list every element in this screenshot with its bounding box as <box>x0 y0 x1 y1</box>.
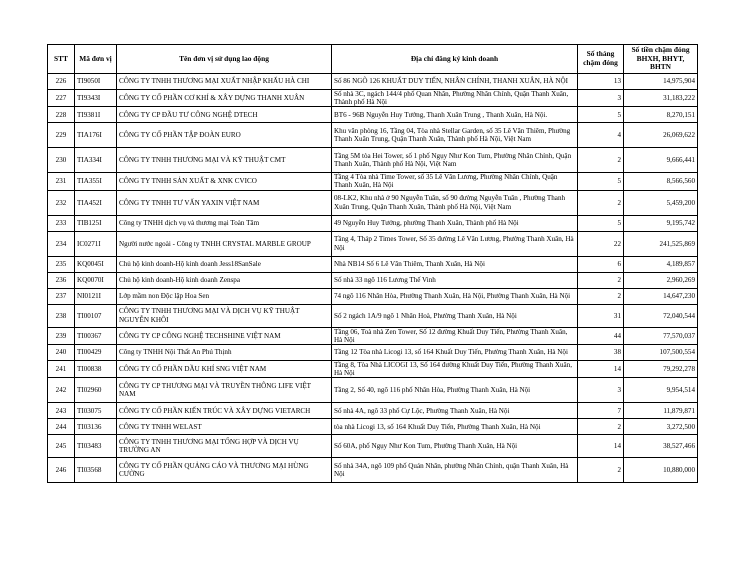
header-months-line1: Số tháng <box>586 49 615 59</box>
cell-stt: 240 <box>48 344 75 360</box>
cell-amount: 241,525,869 <box>624 231 698 256</box>
cell-amount: 79,292,278 <box>624 360 698 377</box>
cell-months: 5 <box>578 107 624 123</box>
cell-name: CÔNG TY TNHH THƯƠNG MẠI VÀ DỊCH VỤ KỸ THUẬT NGUYỄN KHÔI <box>117 304 332 327</box>
cell-months: 2 <box>578 148 624 173</box>
cell-months: 6 <box>578 256 624 272</box>
table-row <box>48 107 698 123</box>
cell-months: 3 <box>578 378 624 403</box>
cell-stt: 231 <box>48 173 75 190</box>
header-stt: STT <box>48 45 75 74</box>
cell-name: Chủ hộ kinh doanh-Hộ kinh doanh Jess18SanSale <box>117 256 332 272</box>
cell-name: CÔNG TY CỔ PHẦN DẦU KHÍ SNG VIỆT NAM <box>117 360 332 377</box>
cell-stt: 243 <box>48 403 75 419</box>
cell-name: CÔNG TY TNHH THƯƠNG MẠI VÀ KỸ THUẬT CMT <box>117 148 332 173</box>
cell-months: 7 <box>578 403 624 419</box>
cell-name: CÔNG TY TNHH THƯƠNG MẠI TỔNG HỢP VÀ DỊCH VỤ TRƯỜNG AN <box>117 435 332 458</box>
cell-stt: 244 <box>48 419 75 435</box>
header-amount-line2: BHXH, BHYT, BHTN <box>636 53 685 72</box>
cell-address: Tầng 4, Tháp 2 Times Tower, Số 35 đường Lê Văn Lương, Phường Thanh Xuân, Hà Nội <box>332 231 578 256</box>
cell-stt: 233 <box>48 215 75 231</box>
cell-code: TI03136 <box>75 419 117 435</box>
cell-address: Số 86 NGÕ 126 KHUẤT DUY TIẾN, NHÂN CHÍNH, THANH XUÂN, HÀ NỘI <box>332 74 578 90</box>
cell-months: 2 <box>578 419 624 435</box>
cell-code: TI9050I <box>75 74 117 90</box>
table-row <box>48 272 698 288</box>
cell-months: 2 <box>578 288 624 304</box>
cell-code: TIA334I <box>75 148 117 173</box>
cell-amount: 31,183,222 <box>624 90 698 107</box>
cell-name: Chủ hộ kinh doanh-Hộ kinh doanh Zenspa <box>117 272 332 288</box>
table-row <box>48 74 698 90</box>
cell-amount: 26,069,622 <box>624 123 698 148</box>
cell-code: TI03568 <box>75 458 117 483</box>
cell-months: 22 <box>578 231 624 256</box>
cell-address: Nhà NB14 Số 6 Lê Văn Thiêm, Thanh Xuân, Hà Nội <box>332 256 578 272</box>
debt-table <box>47 44 698 483</box>
cell-amount: 8,270,151 <box>624 107 698 123</box>
cell-name: CÔNG TY TNHH TƯ VẤN YAXIN VIỆT NAM <box>117 190 332 215</box>
cell-name: CÔNG TY CP CÔNG NGHỆ TECHSHINE VIỆT NAM <box>117 327 332 344</box>
table-row <box>48 378 698 403</box>
header-unit-name: Tên đơn vị sử dụng lao động <box>117 45 332 74</box>
cell-address: Khu văn phòng 16, Tầng 04, Tòa nhà Stellar Garden, số 35 Lê Văn Thiêm, Phường Thanh Xuân Trung, Quận Thanh Xuân, Thành phố Hà Nội, Việt Nam <box>332 123 578 148</box>
cell-address: Tầng 06, Toà nhà Zen Tower, Số 12 đường Khuất Duy Tiến, Phường Thanh Xuân, Hà Nội <box>332 327 578 344</box>
cell-amount: 14,647,230 <box>624 288 698 304</box>
cell-address: Số nhà 3C, ngách 144/4 phố Quan Nhân, Phường Nhân Chính, Quận Thanh Xuân, Thành phố Hà Nội <box>332 90 578 107</box>
cell-address: 74 ngõ 116 Nhân Hòa, Phường Thanh Xuân, Hà Nội, Phường Thanh Xuân, Hà Nội <box>332 288 578 304</box>
cell-name: Công ty TNHH Nội Thất An Phú Thịnh <box>117 344 332 360</box>
cell-code: TI9343I <box>75 90 117 107</box>
cell-address: tòa nhà Licogi 13, số 164 Khuất Duy Tiến, Phường Thanh Xuân, Hà Nội <box>332 419 578 435</box>
cell-months: 3 <box>578 90 624 107</box>
cell-months: 13 <box>578 74 624 90</box>
cell-amount: 8,566,560 <box>624 173 698 190</box>
table-row <box>48 173 698 190</box>
cell-code: NI0121I <box>75 288 117 304</box>
cell-name: Công ty TNHH dịch vụ và thương mại Toàn Tâm <box>117 215 332 231</box>
cell-amount: 9,195,742 <box>624 215 698 231</box>
cell-stt: 235 <box>48 256 75 272</box>
cell-address: Tầng 4 Tòa nhà Time Tower, số 35 Lê Văn Lương, Phường Nhân Chính, Quận Thanh Xuân, Hà Nội <box>332 173 578 190</box>
table-row <box>48 231 698 256</box>
cell-name: CÔNG TY CỔ PHẦN KIẾN TRÚC VÀ XÂY DỰNG VIETARCH <box>117 403 332 419</box>
cell-code: TI00429 <box>75 344 117 360</box>
cell-stt: 228 <box>48 107 75 123</box>
cell-code: KQ0045I <box>75 256 117 272</box>
cell-code: TIA355I <box>75 173 117 190</box>
cell-code: TIA452I <box>75 190 117 215</box>
cell-code: TI9381I <box>75 107 117 123</box>
table-row <box>48 419 698 435</box>
cell-stt: 238 <box>48 304 75 327</box>
header-amount-line1: Số tiền chậm đóng <box>631 45 690 55</box>
cell-amount: 14,975,904 <box>624 74 698 90</box>
header-months <box>578 45 624 74</box>
table-row <box>48 344 698 360</box>
cell-months: 14 <box>578 435 624 458</box>
cell-address: Số nhà 34A, ngõ 109 phố Quán Nhân, phường Nhân Chính, quận Thanh Xuân, Hà Nội <box>332 458 578 483</box>
table-row <box>48 360 698 377</box>
cell-code: TI03483 <box>75 435 117 458</box>
cell-amount: 5,459,200 <box>624 190 698 215</box>
cell-name: CÔNG TY CP ĐẦU TƯ CÔNG NGHỆ DTECH <box>117 107 332 123</box>
cell-stt: 239 <box>48 327 75 344</box>
cell-address: Tầng 12 Tòa nhà Licogi 13, số 164 Khuất Duy Tiến, Phường Thanh Xuân, Hà Nội <box>332 344 578 360</box>
cell-stt: 241 <box>48 360 75 377</box>
cell-amount: 107,500,554 <box>624 344 698 360</box>
cell-months: 14 <box>578 360 624 377</box>
table-row <box>48 327 698 344</box>
cell-months: 5 <box>578 173 624 190</box>
cell-stt: 237 <box>48 288 75 304</box>
cell-address: Tầng 2, Số 40, ngõ 116 phố Nhân Hòa, Phường Thanh Xuân, Hà Nội <box>332 378 578 403</box>
table-row <box>48 190 698 215</box>
cell-address: Tầng 8, Tòa Nhà LICOGI 13, Số 164 đường Khuất Duy Tiến, Phường Thanh Xuân, Hà Nội <box>332 360 578 377</box>
cell-stt: 230 <box>48 148 75 173</box>
table-row <box>48 256 698 272</box>
table-row <box>48 123 698 148</box>
cell-stt: 236 <box>48 272 75 288</box>
cell-stt: 234 <box>48 231 75 256</box>
cell-code: TIB125I <box>75 215 117 231</box>
cell-stt: 242 <box>48 378 75 403</box>
cell-code: IC0271I <box>75 231 117 256</box>
cell-code: TI00107 <box>75 304 117 327</box>
header-row <box>48 45 698 74</box>
cell-code: KQ0070I <box>75 272 117 288</box>
cell-amount: 2,960,269 <box>624 272 698 288</box>
cell-address: Số 2 ngách 1A/9 ngõ 1 Nhân Hoà, Phường Thanh Xuân, Hà Nội <box>332 304 578 327</box>
cell-name: CÔNG TY CỔ PHẦN QUẢNG CÁO VÀ THƯƠNG MẠI HÙNG CƯỜNG <box>117 458 332 483</box>
cell-stt: 226 <box>48 74 75 90</box>
header-months-line2: chậm đóng <box>583 58 618 67</box>
cell-code: TIA176I <box>75 123 117 148</box>
cell-months: 38 <box>578 344 624 360</box>
cell-stt: 232 <box>48 190 75 215</box>
header-unit-code: Mã đơn vị <box>75 45 117 74</box>
cell-name: CÔNG TY CỔ PHẦN TẬP ĐOÀN EURO <box>117 123 332 148</box>
cell-name: CÔNG TY CP THƯƠNG MẠI VÀ TRUYỀN THÔNG LIFE VIỆT NAM <box>117 378 332 403</box>
cell-name: CÔNG TY TNHH WELAST <box>117 419 332 435</box>
table-row <box>48 215 698 231</box>
cell-months: 44 <box>578 327 624 344</box>
cell-amount: 77,570,037 <box>624 327 698 344</box>
cell-name: CÔNG TY TNHH THƯƠNG MẠI XUẤT NHẬP KHẨU HÀ CHI <box>117 74 332 90</box>
cell-amount: 3,272,500 <box>624 419 698 435</box>
table-row <box>48 458 698 483</box>
cell-code: TI02960 <box>75 378 117 403</box>
table-row <box>48 403 698 419</box>
table-row <box>48 90 698 107</box>
cell-amount: 9,954,514 <box>624 378 698 403</box>
table-row <box>48 304 698 327</box>
header-address: Địa chỉ đăng ký kinh doanh <box>332 45 578 74</box>
cell-months: 31 <box>578 304 624 327</box>
cell-code: TI03075 <box>75 403 117 419</box>
cell-months: 4 <box>578 123 624 148</box>
cell-stt: 245 <box>48 435 75 458</box>
cell-address: Số 60A, phố Ngụy Như Kon Tum, Phường Thanh Xuân, Hà Nội <box>332 435 578 458</box>
cell-name: CÔNG TY TNHH SẢN XUẤT & XNK CVICO <box>117 173 332 190</box>
cell-months: 2 <box>578 272 624 288</box>
cell-address: BT6 - 96B Nguyễn Huy Tưởng, Thanh Xuân Trung , Thanh Xuân, Hà Nội. <box>332 107 578 123</box>
cell-amount: 11,879,871 <box>624 403 698 419</box>
cell-address: 08-LK2, Khu nhà ở 90 Nguyễn Tuân, số 90 đường Nguyễn Tuân , Phường Thanh Xuân Trung, Quận Thanh Xuân, Thành phố Hà Nội, Việt Nam <box>332 190 578 215</box>
cell-stt: 227 <box>48 90 75 107</box>
cell-amount: 72,040,544 <box>624 304 698 327</box>
cell-name: Người nước ngoài - Công ty TNHH CRYSTAL MARBLE GROUP <box>117 231 332 256</box>
cell-amount: 9,666,441 <box>624 148 698 173</box>
cell-amount: 10,880,000 <box>624 458 698 483</box>
header-amount <box>624 45 698 74</box>
cell-name: CÔNG TY CỔ PHẦN CƠ KHÍ & XÂY DỰNG THANH XUÂN <box>117 90 332 107</box>
cell-code: TI00838 <box>75 360 117 377</box>
cell-address: Số nhà 4A, ngõ 33 phố Cự Lộc, Phường Thanh Xuân, Hà Nội <box>332 403 578 419</box>
cell-address: Tầng 5M tòa Hei Tower, số 1 phố Ngụy Như Kon Tum, Phường Nhân Chính, Quận Thanh Xuân, Thành phố Hà Nội, Việt Nam <box>332 148 578 173</box>
cell-code: TI00367 <box>75 327 117 344</box>
table-row <box>48 435 698 458</box>
table-row <box>48 288 698 304</box>
cell-months: 5 <box>578 215 624 231</box>
cell-address: Số nhà 33 ngõ 116 Lương Thế Vinh <box>332 272 578 288</box>
cell-amount: 38,527,466 <box>624 435 698 458</box>
cell-amount: 4,189,857 <box>624 256 698 272</box>
table-row <box>48 148 698 173</box>
cell-months: 2 <box>578 190 624 215</box>
cell-stt: 229 <box>48 123 75 148</box>
cell-months: 2 <box>578 458 624 483</box>
cell-name: Lớp mầm non Độc lập Hoa Sen <box>117 288 332 304</box>
cell-stt: 246 <box>48 458 75 483</box>
cell-address: 49 Nguyễn Huy Tưởng, phường Thanh Xuân, Thành phố Hà Nội <box>332 215 578 231</box>
